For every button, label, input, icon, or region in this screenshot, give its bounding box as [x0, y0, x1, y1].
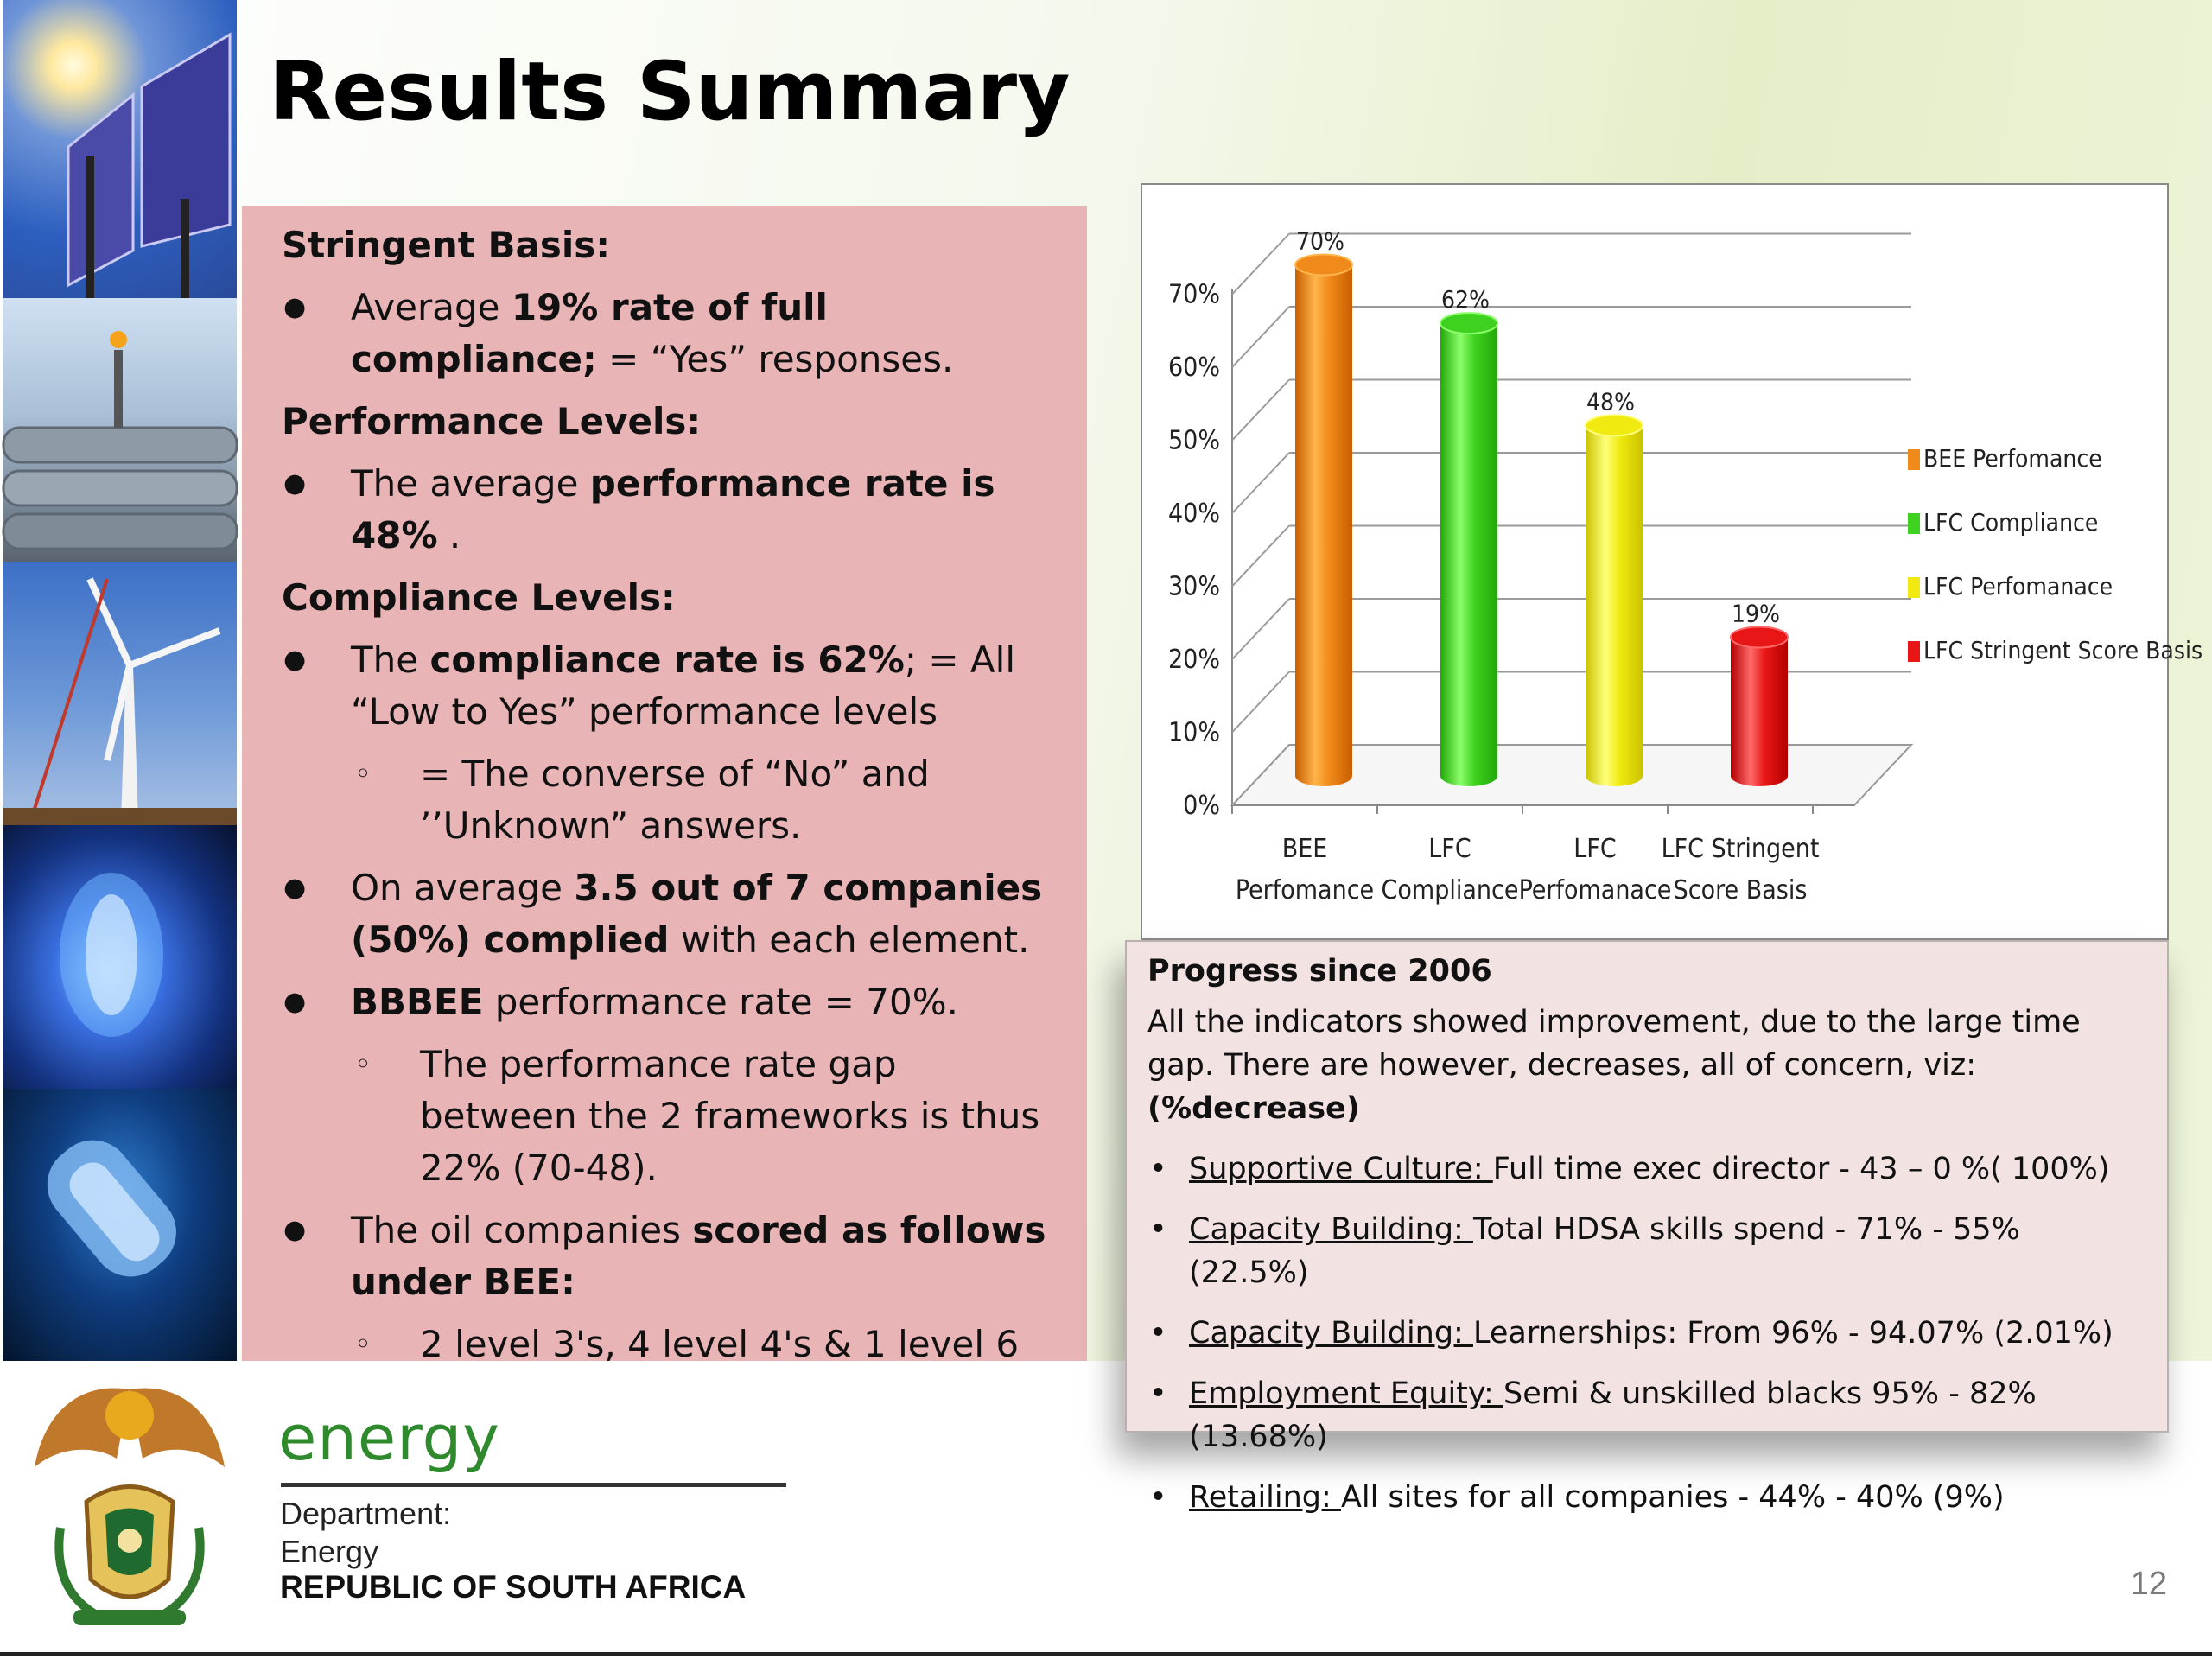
country-name: REPUBLIC OF SOUTH AFRICA	[280, 1569, 747, 1605]
bbbee-bullet: ● BBBEE performance rate = 70%.	[282, 976, 1052, 1028]
legend-label: BEE Perfomance	[1923, 444, 2102, 473]
y-tick-label: 50%	[1168, 425, 1220, 456]
data-label: 62%	[1441, 285, 1490, 315]
y-tick-label: 60%	[1168, 353, 1220, 383]
bar-top	[1731, 626, 1788, 647]
coat-of-arms-logo	[26, 1363, 233, 1631]
bar	[1440, 323, 1497, 786]
gridline-diagonal	[1232, 380, 1289, 441]
levels-subbullet: ◦ 2 level 3's, 4 level 4's & 1 level 6	[282, 1319, 1052, 1370]
gridline-diagonal	[1232, 526, 1289, 587]
pipeline-image	[3, 298, 237, 562]
bar	[1295, 265, 1352, 787]
bar-top	[1586, 415, 1643, 435]
y-tick-label: 40%	[1168, 499, 1220, 529]
bar-top	[1295, 255, 1352, 276]
list-item: • Retailing: All sites for all companies - 44% - 40% (9%)	[1147, 1476, 2146, 1519]
wind-turbine-image	[3, 562, 237, 825]
light-bulb-image	[3, 1089, 237, 1361]
stringent-bullet: ● Average 19% rate of full compliance; = “Yes” responses.	[282, 282, 1052, 385]
page-number: 12	[2130, 1566, 2167, 1602]
y-tick-label: 70%	[1168, 279, 1220, 310]
gap-subbullet: ◦ The performance rate gap between the 2 frameworks is thus 22% (70-48).	[282, 1039, 1052, 1194]
gas-flame-image	[3, 825, 237, 1089]
chart-canvas	[1142, 185, 2203, 938]
page-title: Results Summary	[270, 45, 1071, 139]
legend-swatch	[1908, 641, 1920, 662]
performance-bullet: ● The average performance rate is 48% .	[282, 458, 1052, 562]
list-item: • Employment Equity: Semi & unskilled blacks 95% - 82% (13.68%)	[1147, 1372, 2146, 1459]
footer-rule	[0, 1652, 2212, 1656]
compliance-bullet: ● The compliance rate is 62%; = All “Low to Yes” performance levels	[282, 634, 1052, 738]
energy-wordmark: energy	[278, 1402, 500, 1474]
data-label: 19%	[1732, 599, 1780, 628]
gridline-diagonal	[1232, 453, 1289, 513]
gridline-diagonal	[1232, 307, 1289, 367]
x-tick-label: BEE	[1281, 834, 1328, 864]
gridline-diagonal	[1232, 672, 1289, 733]
legend-label: LFC Perfomanace	[1923, 572, 2113, 601]
y-tick-label: 20%	[1168, 645, 1220, 675]
department-name: Department: Energy	[280, 1496, 452, 1569]
compliance-levels-heading: Compliance Levels:	[282, 576, 676, 619]
results-text-panel	[242, 206, 1087, 1365]
companies-bullet: ● On average 3.5 out of 7 companies (50%) complied with each element.	[282, 862, 1052, 966]
progress-intro: All the indicators showed improvement, due to the large time gap. There are however, decreases, all of concern, viz: (%decrease)	[1147, 1005, 2081, 1126]
progress-panel	[1125, 940, 2169, 1515]
x-tick-label: Score Basis	[1673, 875, 1808, 906]
legend-swatch	[1908, 513, 1920, 534]
gridline-diagonal	[1232, 599, 1289, 659]
legend-swatch	[1908, 449, 1920, 470]
x-tick-label: Perfomance	[1235, 875, 1375, 906]
x-tick-label: LFC	[1573, 834, 1617, 864]
progress-title: Progress since 2006	[1147, 954, 1492, 988]
data-label: 48%	[1586, 387, 1635, 416]
x-tick-label: Perfomanace	[1518, 875, 1672, 906]
legend-swatch	[1908, 577, 1920, 598]
performance-levels-heading: Performance Levels:	[282, 400, 702, 442]
y-tick-label: 0%	[1183, 791, 1220, 821]
legend-label: LFC Stringent Score Basis	[1923, 636, 2203, 664]
list-item: • Capacity Building: Learnerships: From 96% - 94.07% (2.01%)	[1147, 1312, 2146, 1355]
bar-top	[1440, 313, 1497, 334]
bar	[1731, 637, 1788, 786]
stringent-basis-heading: Stringent Basis:	[282, 224, 611, 266]
x-tick-label: LFC	[1428, 834, 1471, 864]
bar	[1586, 425, 1643, 786]
solar-panels-image	[3, 0, 237, 298]
decrease-list	[1147, 1147, 2146, 1519]
gridline-diagonal	[1232, 234, 1289, 295]
energy-photo-strip	[0, 0, 238, 1361]
wordmark-rule	[281, 1483, 786, 1487]
list-item: • Supportive Culture: Full time exec director - 43 – 0 %( 100%)	[1147, 1147, 2146, 1191]
converse-subbullet: ◦ = The converse of “No” and ’’Unknown” answers.	[282, 748, 1052, 852]
legend-label: LFC Compliance	[1923, 508, 2099, 537]
y-tick-label: 30%	[1168, 571, 1220, 602]
y-tick-label: 10%	[1168, 717, 1220, 748]
x-tick-label: LFC Stringent	[1661, 834, 1820, 864]
data-label: 70%	[1296, 226, 1344, 256]
results-bar-chart	[1141, 183, 2203, 940]
list-item: • Capacity Building: Total HDSA skills spend - 71% - 55% (22.5%)	[1147, 1208, 2146, 1294]
oil-companies-bullet: ● The oil companies scored as follows under BEE:	[282, 1205, 1052, 1308]
x-tick-label: Compliance	[1381, 875, 1519, 906]
